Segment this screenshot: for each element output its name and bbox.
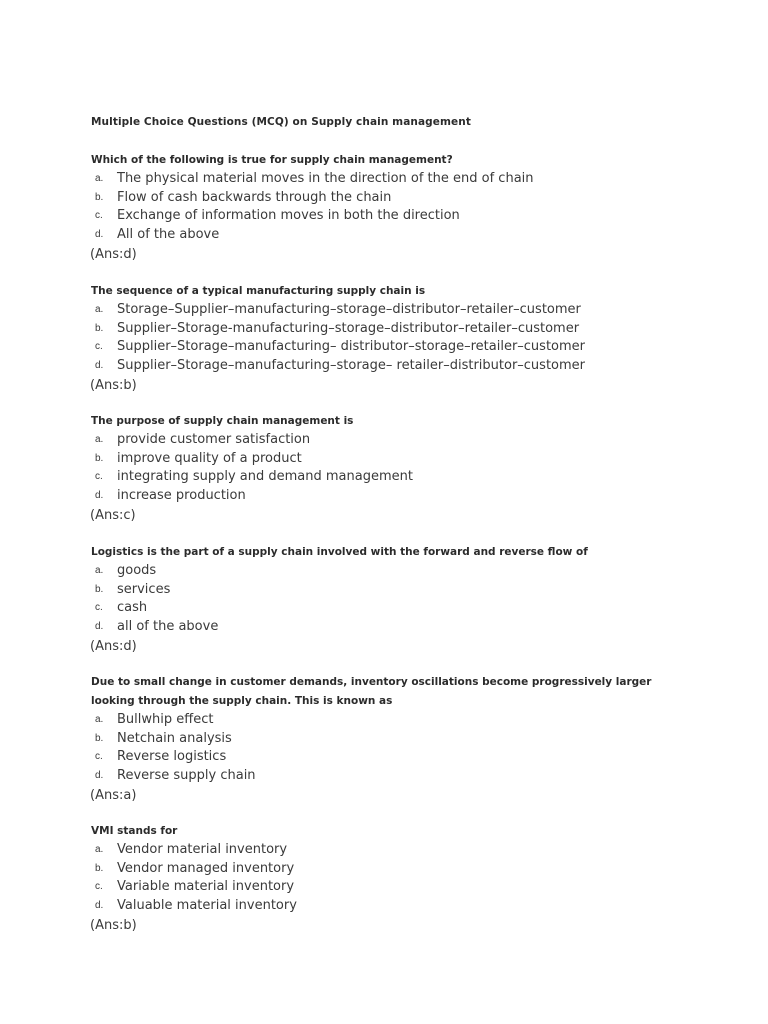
- option-b: [0, 450, 768, 469]
- answer: (Ans:b): [90, 917, 137, 933]
- option-c: [0, 468, 768, 487]
- question-text: VMI stands for: [91, 825, 178, 837]
- option-letter: a.: [95, 844, 104, 855]
- question-text: Which of the following is true for supply chain management?: [91, 154, 453, 166]
- option-letter: a.: [95, 173, 104, 184]
- option-text: Storage–Supplier–manufacturing–storage–distributor–retailer–customer: [117, 302, 581, 317]
- option-text: Supplier–Storage–manufacturing–storage– retailer–distributor–customer: [117, 358, 586, 374]
- option-letter: d.: [95, 770, 104, 782]
- option-text: Netchain analysis: [117, 730, 232, 746]
- option-letter: a.: [95, 565, 104, 576]
- option-d: [0, 487, 768, 506]
- option-a: [0, 170, 768, 189]
- option-letter: d.: [95, 900, 104, 912]
- option-b: [0, 860, 768, 879]
- question-text: Logistics is the part of a supply chain involved with the forward and reverse flow of: [91, 546, 588, 558]
- option-d: [0, 767, 768, 786]
- option-text: Exchange of information moves in both the direction: [117, 208, 460, 224]
- question-text: The sequence of a typical manufacturing supply chain is: [91, 285, 426, 297]
- option-text: All of the above: [117, 227, 220, 243]
- question-2: [0, 282, 768, 395]
- answer: (Ans:c): [90, 507, 136, 523]
- question-4: [0, 543, 768, 656]
- option-text: Vendor material inventory: [117, 842, 288, 857]
- question-1: [0, 151, 768, 264]
- option-text: services: [117, 581, 171, 597]
- option-c: [0, 748, 768, 767]
- option-letter: d.: [95, 621, 104, 633]
- option-a: [0, 562, 768, 581]
- option-text: goods: [117, 563, 157, 578]
- option-b: [0, 189, 768, 208]
- question-text: Due to small change in customer demands, inventory oscillations become progressively larger looking through the supply chain. This is known as: [91, 676, 652, 707]
- option-b: [0, 730, 768, 749]
- option-b: [0, 320, 768, 339]
- option-letter: c.: [95, 471, 103, 483]
- option-c: [0, 207, 768, 226]
- option-a: [0, 841, 768, 860]
- option-text: Variable material inventory: [117, 879, 295, 895]
- option-b: [0, 581, 768, 600]
- option-text: integrating supply and demand management: [117, 469, 413, 485]
- option-text: improve quality of a product: [117, 450, 302, 466]
- option-text: all of the above: [117, 619, 219, 635]
- option-text: Flow of cash backwards through the chain: [117, 189, 392, 205]
- question-text: The purpose of supply chain management is: [91, 415, 354, 427]
- option-text: Valuable material inventory: [117, 898, 297, 914]
- answer: (Ans:a): [90, 787, 137, 803]
- option-text: The physical material moves in the direction of the end of chain: [117, 171, 534, 186]
- question-6: [0, 822, 768, 935]
- option-d: [0, 618, 768, 637]
- option-text: Vendor managed inventory: [117, 860, 295, 876]
- option-letter: d.: [95, 229, 104, 241]
- option-d: [0, 897, 768, 916]
- question-3: [0, 412, 768, 525]
- option-letter: b.: [95, 862, 104, 874]
- option-c: [0, 599, 768, 618]
- option-text: increase production: [117, 488, 246, 504]
- option-a: [0, 301, 768, 320]
- option-letter: c.: [95, 751, 103, 763]
- option-c: [0, 338, 768, 357]
- option-a: [0, 711, 768, 730]
- option-d: [0, 357, 768, 376]
- option-letter: c.: [95, 341, 103, 353]
- option-text: provide customer satisfaction: [117, 432, 311, 447]
- option-letter: d.: [95, 490, 104, 502]
- document-title: Multiple Choice Questions (MCQ) on Supply chain management: [91, 116, 471, 128]
- option-letter: c.: [95, 210, 103, 222]
- option-text: Bullwhip effect: [117, 712, 214, 727]
- option-letter: b.: [95, 452, 104, 464]
- option-letter: b.: [95, 322, 104, 334]
- option-letter: c.: [95, 881, 103, 893]
- option-letter: a.: [95, 304, 104, 315]
- option-letter: b.: [95, 732, 104, 744]
- answer: (Ans:b): [90, 377, 137, 393]
- option-letter: b.: [95, 191, 104, 203]
- option-letter: d.: [95, 360, 104, 372]
- option-text: Supplier–Storage–manufacturing– distributor–storage–retailer–customer: [117, 339, 586, 355]
- option-letter: b.: [95, 583, 104, 595]
- option-a: [0, 431, 768, 450]
- option-d: [0, 226, 768, 245]
- option-text: Supplier–Storage-manufacturing–storage–distributor–retailer–customer: [117, 320, 580, 336]
- question-5: [0, 673, 768, 805]
- option-text: Reverse logistics: [117, 749, 227, 765]
- option-letter: c.: [95, 602, 103, 614]
- answer: (Ans:d): [90, 246, 137, 262]
- option-text: cash: [117, 600, 148, 616]
- option-letter: a.: [95, 434, 104, 445]
- option-letter: a.: [95, 714, 104, 725]
- option-text: Reverse supply chain: [117, 768, 256, 784]
- option-c: [0, 878, 768, 897]
- answer: (Ans:d): [90, 638, 137, 654]
